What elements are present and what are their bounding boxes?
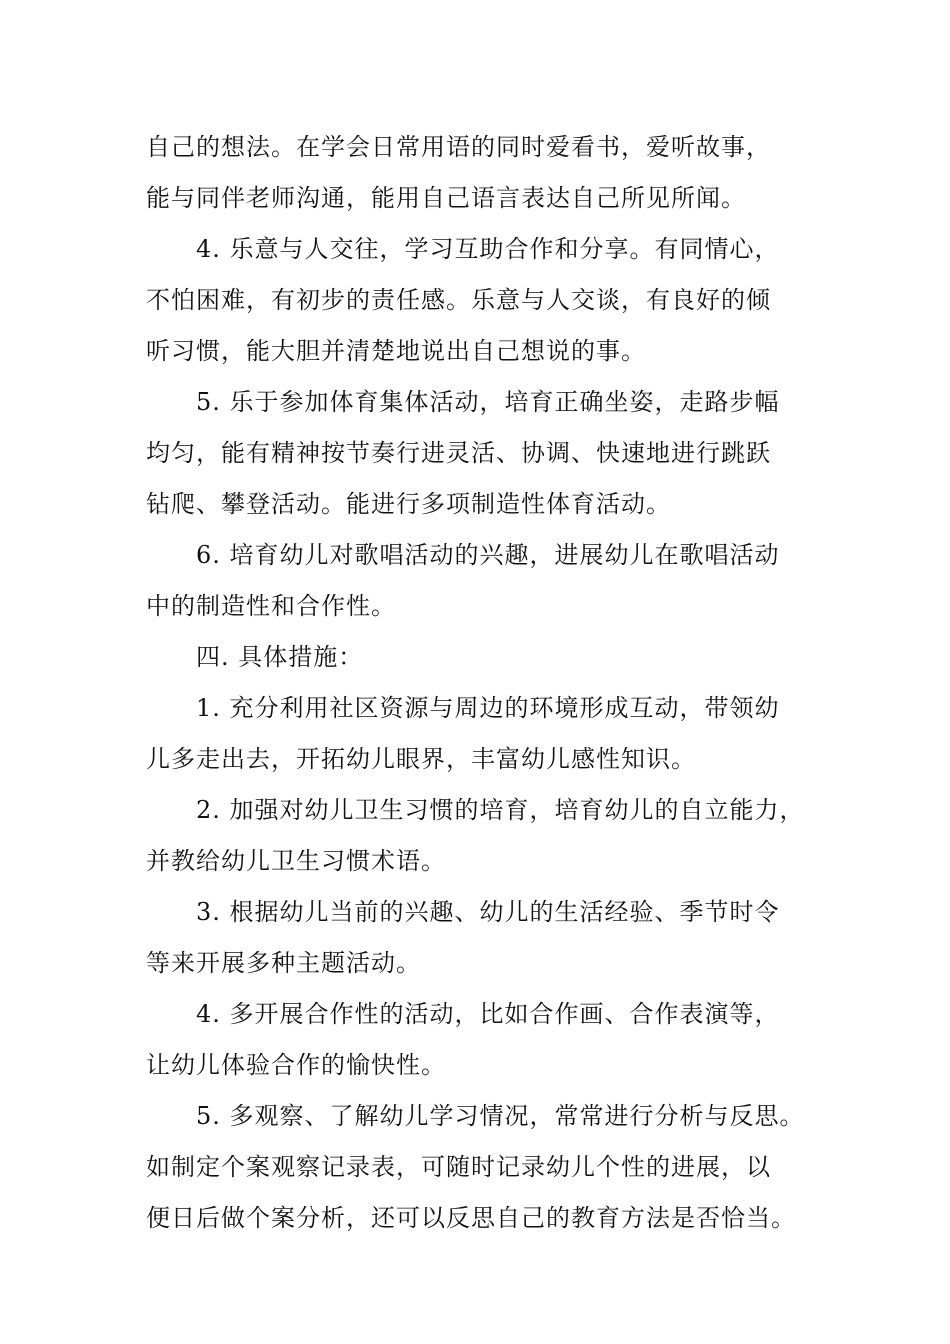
text-line: 听习惯，能大胆并清楚地说出自己想说的事。: [146, 337, 646, 365]
text-line: 不怕困难，有初步的责任感。乐意与人交谈，有良好的倾: [146, 286, 771, 314]
text-line: 钻爬、攀登活动。能进行多项制造性体育活动。: [146, 490, 671, 518]
paragraph-goal-5: [146, 377, 826, 530]
document-body: [146, 122, 826, 1244]
text-line: 3. 根据幼儿当前的兴趣、幼儿的生活经验、季节时令: [196, 898, 780, 926]
text-line: 6. 培育幼儿对歌唱活动的兴趣，进展幼儿在歌唱活动: [196, 541, 780, 569]
text-line: 5. 多观察、了解幼儿学习情况，常常进行分析与反思。: [196, 1102, 805, 1130]
text-line: 中的制造性和合作性。: [146, 592, 396, 620]
paragraph-measure-4: [146, 989, 826, 1091]
text-line: 并教给幼儿卫生习惯术语。: [146, 847, 446, 875]
text-line: 4. 乐意与人交往，学习互助合作和分享。有同情心，: [196, 235, 780, 263]
paragraph-section-4-heading: [146, 632, 826, 683]
text-line: 自己的想法。在学会日常用语的同时爱看书，爱听故事，: [146, 133, 771, 161]
paragraph-measure-2: [146, 785, 826, 887]
text-line: 2. 加强对幼儿卫生习惯的培育，培育幼儿的自立能力，: [196, 796, 805, 824]
text-line: 四. 具体措施：: [196, 643, 364, 671]
text-line: 4. 多开展合作性的活动，比如合作画、合作表演等，: [196, 1000, 780, 1028]
paragraph-measure-3: [146, 887, 826, 989]
text-line: 让幼儿体验合作的愉快性。: [146, 1051, 446, 1079]
text-line: 5. 乐于参加体育集体活动，培育正确坐姿，走路步幅: [196, 388, 780, 416]
text-line: 能与同伴老师沟通，能用自己语言表达自己所见所闻。: [146, 184, 746, 212]
text-line: 1. 充分利用社区资源与周边的环境形成互动，带领幼: [196, 694, 780, 722]
paragraph-measure-1: [146, 683, 826, 785]
text-line: 均匀，能有精神按节奏行进灵活、协调、快速地进行跳跃: [146, 439, 771, 467]
text-line: 儿多走出去，开拓幼儿眼界，丰富幼儿感性知识。: [146, 745, 696, 773]
text-line: 便日后做个案分析，还可以反思自己的教育方法是否恰当。: [146, 1204, 796, 1232]
paragraph-goal-6: [146, 530, 826, 632]
paragraph-goal-4: [146, 224, 826, 377]
paragraph-measure-5: [146, 1091, 826, 1244]
paragraph-continued-3: [146, 122, 826, 224]
text-line: 等来开展多种主题活动。: [146, 949, 421, 977]
text-line: 如制定个案观察记录表，可随时记录幼儿个性的进展，以: [146, 1153, 771, 1181]
